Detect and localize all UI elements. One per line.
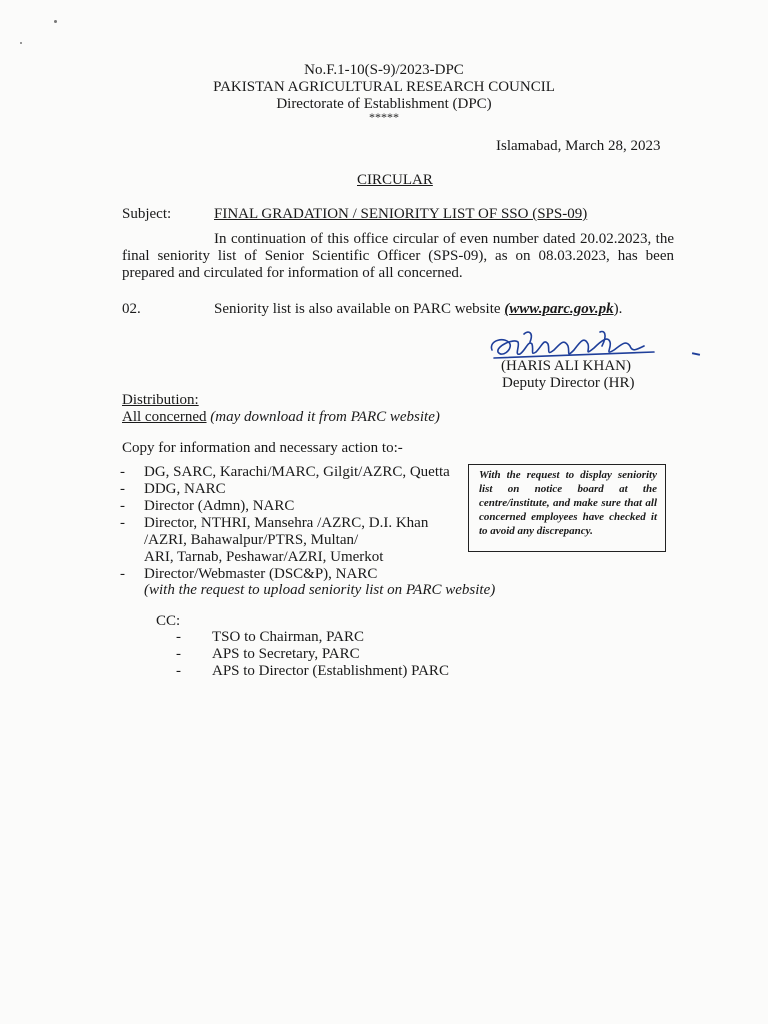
webmaster-note: (with the request to upload seniority list on PARC website) — [144, 582, 496, 598]
list-dash: - — [176, 663, 181, 679]
reference-number: No.F.1-10(S-9)/2023-DPC — [304, 62, 464, 78]
website-text: Seniority list is also available on PARC website — [214, 301, 505, 317]
distribution-heading: Distribution: — [122, 392, 199, 408]
circular-title: CIRCULAR — [357, 172, 433, 188]
list-dash: - — [176, 629, 181, 645]
list-dash: - — [120, 515, 125, 531]
copy-heading: Copy for information and necessary action to:- — [122, 440, 403, 456]
list-dash: - — [120, 566, 125, 582]
copy-list — [120, 464, 450, 583]
list-item: - Director, NTHRI, Mansehra /AZRC, D.I. Khan — [120, 515, 429, 531]
list-item: - DG, SARC, Karachi/MARC, Gilgit/AZRC, Quetta — [120, 464, 450, 480]
list-item: - APS to Director (Establishment) PARC — [176, 663, 449, 679]
distribution-all: All concerned — [122, 409, 207, 425]
distribution-line — [122, 408, 440, 426]
header-stars: ***** — [369, 110, 399, 124]
list-dash: - — [120, 481, 125, 497]
scan-speck — [20, 42, 22, 44]
list-dash: - — [120, 464, 125, 480]
distribution-note: (may download it from PARC website) — [210, 409, 440, 425]
list-item: - Director (Admn), NARC — [120, 498, 295, 514]
signatory-name: (HARIS ALI KHAN) — [501, 358, 631, 374]
website-paragraph — [214, 300, 622, 318]
subject-text: FINAL GRADATION / SENIORITY LIST OF SSO (SPS-09) — [214, 206, 588, 222]
website-link[interactable]: (www.parc.gov.pk — [504, 301, 614, 317]
place-date: Islamabad, March 28, 2023 — [496, 138, 661, 154]
list-item-continuation: ARI, Tarnab, Peshawar/AZRI, Umerkot — [144, 549, 384, 565]
signatory-designation: Deputy Director (HR) — [502, 375, 635, 391]
cc-list — [176, 629, 449, 680]
scan-speck — [54, 20, 57, 23]
list-dash: - — [120, 498, 125, 514]
list-item: - Director/Webmaster (DSC&P), NARC — [120, 566, 378, 582]
list-item: - TSO to Chairman, PARC — [176, 629, 364, 645]
directorate-name: Directorate of Establishment (DPC) — [276, 96, 492, 112]
list-item: - APS to Secretary, PARC — [176, 646, 360, 662]
subject-label: Subject: — [122, 206, 172, 222]
cc-label: CC: — [156, 613, 181, 629]
paragraph-number: 02. — [122, 301, 141, 317]
body-paragraph: In continuation of this office circular of even number dated 20.02.2023, the final seniority list of Senior Scientific Officer (SPS-09), as on 08.03.2023, has been prepared and circulated for information of all concerned. — [122, 231, 674, 281]
list-item-continuation: /AZRI, Bahawalpur/PTRS, Multan/ — [144, 532, 359, 548]
organization-name: PAKISTAN AGRICULTURAL RESEARCH COUNCIL — [213, 79, 555, 95]
website-end: ). — [613, 301, 623, 317]
list-item: - DDG, NARC — [120, 481, 226, 497]
notice-box: With the request to display seniority list on notice board at the centre/institute, and make sure that all concerned employees have checked it to avoid any discrepancy. — [468, 464, 666, 552]
list-dash: - — [176, 646, 181, 662]
ink-mark — [692, 352, 700, 356]
